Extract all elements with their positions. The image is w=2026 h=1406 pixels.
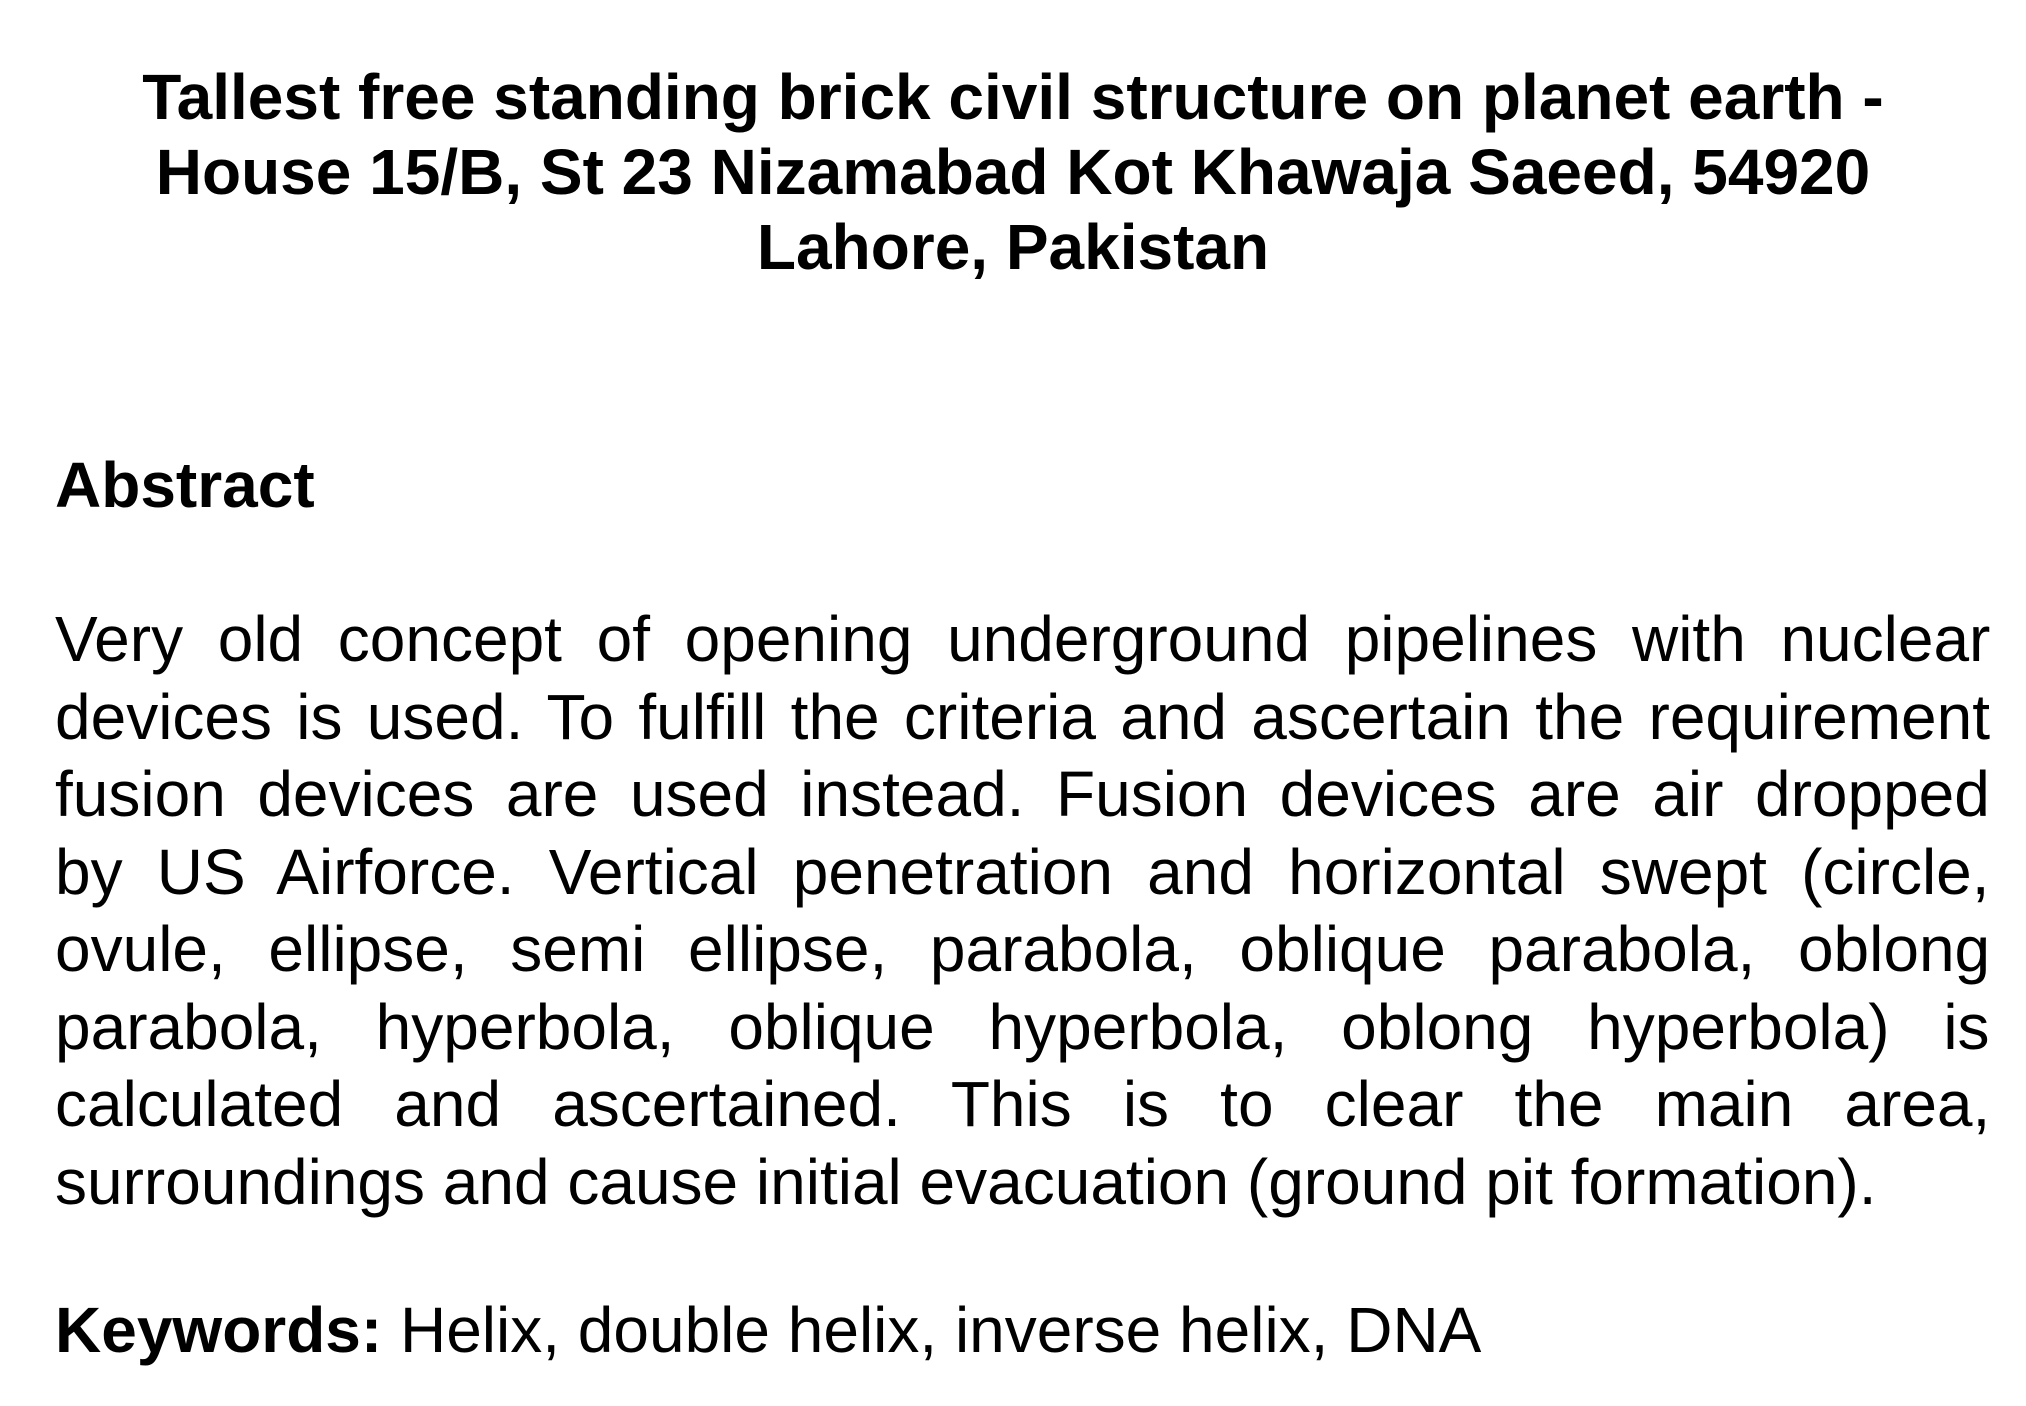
abstract-line: surroundings and cause initial evacuation (ground pit formation). [55,1145,1877,1218]
abstract-line: calculated and ascertained. This is to clear the main area, [55,1068,1991,1140]
abstract-line: Very old concept of opening underground pipelines with nuclear [55,603,1991,675]
keywords [55,1293,1481,1368]
paper-title [80,60,1946,285]
abstract-heading: Abstract [55,449,315,521]
keywords-value: Helix, double helix, inverse helix, DNA [399,1294,1482,1366]
abstract-line: fusion devices are used instead. Fusion devices are air dropped [55,758,1990,830]
keywords-label: Keywords: [55,1294,383,1366]
title-line: House 15/B, St 23 Nizamabad Kot Khawaja Saeed, 54920 [155,136,1871,208]
title-line: Tallest free standing brick civil structure on planet earth - [142,61,1884,133]
abstract-line: by US Airforce. Vertical penetration and horizontal swept (circle, [55,835,1990,908]
abstract-line: devices is used. To fulfill the criteria and ascertain the requirement [55,680,1990,753]
abstract-body [55,601,1990,1221]
abstract-line: ovule, ellipse, semi ellipse, parabola, oblique parabola, oblong [55,913,1991,985]
abstract-line: parabola, hyperbola, oblique hyperbola, oblong hyperbola) is [55,990,1990,1063]
title-line: Lahore, Pakistan [756,211,1270,283]
